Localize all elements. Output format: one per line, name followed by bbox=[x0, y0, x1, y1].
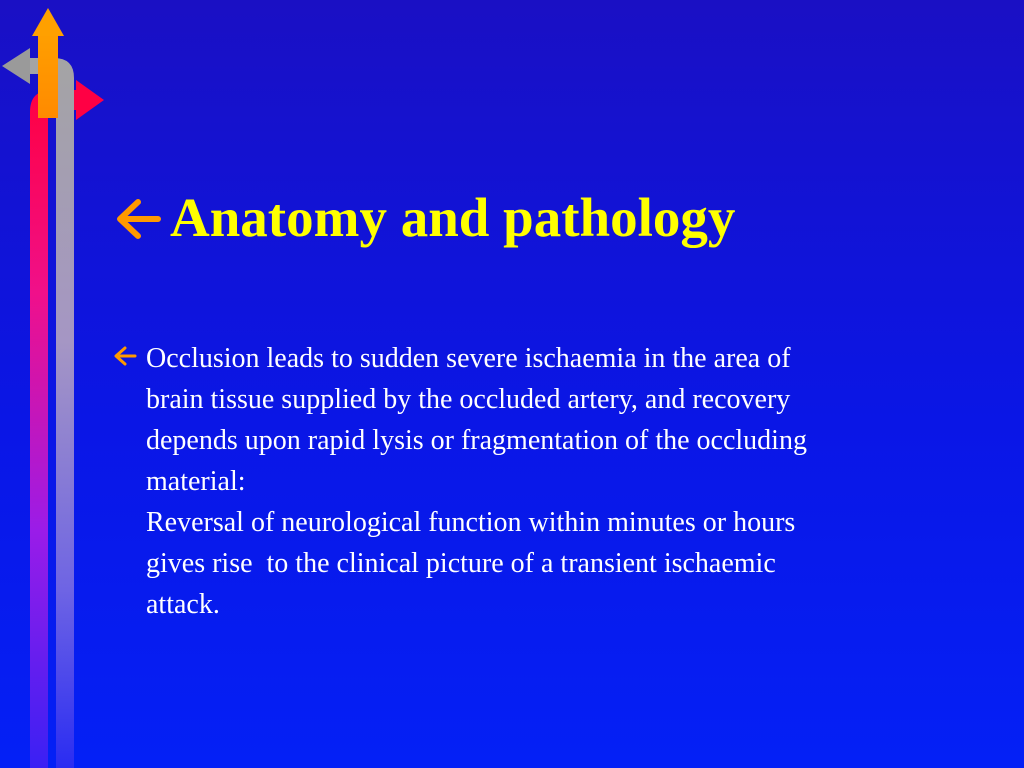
gray-arrow-head bbox=[2, 48, 30, 84]
slide-body bbox=[112, 338, 972, 625]
bullet-line: attack. bbox=[146, 589, 220, 620]
bullet-line: gives rise to the clinical picture of a transient ischaemic bbox=[146, 548, 776, 579]
bullet-line: brain tissue supplied by the occluded artery, and recovery bbox=[146, 384, 791, 415]
orange-arrow-head bbox=[32, 8, 64, 36]
bullet-line: Reversal of neurological function within minutes or hours bbox=[146, 507, 796, 538]
left-arrow-icon bbox=[112, 343, 138, 369]
orange-arrow-shaft bbox=[38, 30, 58, 118]
red-arrow-head bbox=[76, 80, 104, 120]
bullet-text bbox=[146, 338, 807, 625]
slide-title-text: Anatomy and pathology bbox=[170, 187, 736, 248]
bullet-line: depends upon rapid lysis or fragmentation of the occluding bbox=[146, 425, 807, 456]
bullet-line: material: bbox=[146, 466, 246, 497]
slide-title bbox=[112, 187, 736, 248]
left-arrow-icon bbox=[112, 192, 164, 244]
bullet-line: Occlusion leads to sudden severe ischaemia in the area of bbox=[146, 343, 791, 374]
directional-arrows-icon bbox=[0, 0, 110, 768]
bullet-item bbox=[112, 338, 972, 625]
